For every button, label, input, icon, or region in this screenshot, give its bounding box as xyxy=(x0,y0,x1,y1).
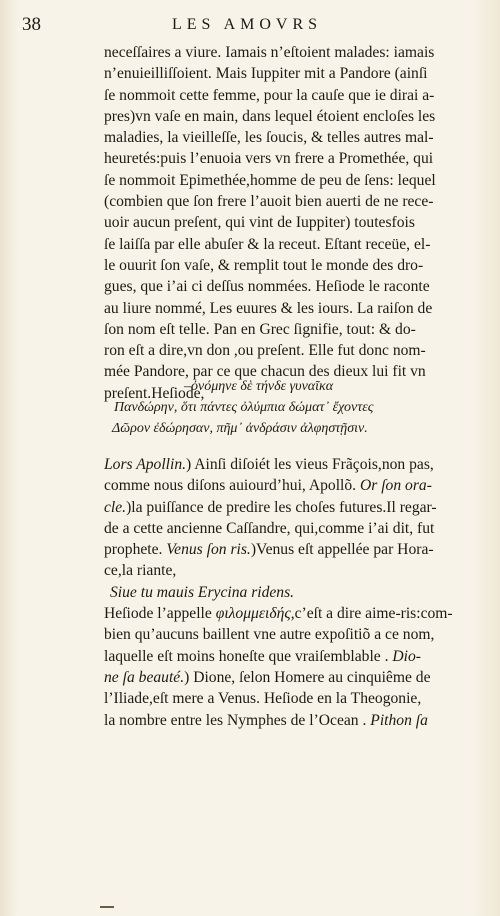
text-line: mée Pandore, par ce que chacun des dieux lui fit vn xyxy=(104,363,426,381)
text-line xyxy=(104,560,488,581)
latin-quote: Siue tu mauis Erycina ridens. xyxy=(110,583,295,601)
page-header xyxy=(22,14,470,38)
gloss: comme nous diſons auiourd’hui, Apollõ. xyxy=(104,477,360,495)
greek-word: φιλομμειδής xyxy=(215,605,291,623)
text-line xyxy=(104,603,488,624)
gloss: de a cette ancienne Caſſandre, qui,comme i’ai dit, fut xyxy=(104,519,435,537)
commentary-block xyxy=(104,454,488,731)
text-line: le ouurit ſon vaſe, & remplit tout le monde des dro- xyxy=(104,256,424,274)
text-line: au liure nommé, Les euures & les iours. La raiſon de xyxy=(104,299,433,317)
text-line: ron eſt a dire,vn don ,ou preſent. Elle fut donc nom- xyxy=(104,342,426,360)
gloss: )la puiſſance de predire les choſes futures.Il regar- xyxy=(126,498,437,516)
text-line xyxy=(104,518,488,539)
text-line xyxy=(104,667,488,688)
text-line: preſent.Heſiode, xyxy=(104,384,205,402)
greek-quotation xyxy=(104,376,488,439)
lemma: Venus ſon ris. xyxy=(166,541,251,559)
greek-line: Πανδώρην, ὅτι πάντες ὀλύμπια δώματ᾽ ἔχοντες xyxy=(114,400,374,415)
text-line xyxy=(104,454,488,475)
text-line: (combien que ſon frere l’auoit bien auerti de ne rece- xyxy=(104,193,434,211)
text-line xyxy=(104,497,488,518)
gloss: prophete. xyxy=(104,541,167,559)
text-line xyxy=(104,475,488,496)
text-line: ſe nommoit Epimethée,homme de peu de ſens: lequel xyxy=(104,171,436,189)
lemma: Or ſon ora- xyxy=(359,477,432,495)
text-line: maladies, la vieilleſſe, les ſoucis, & telles autres mal- xyxy=(104,129,434,147)
catchword: Pithon ſa xyxy=(370,711,428,729)
text-line: pres)vn vaſe en main, dans lequel étoient encloſes les xyxy=(104,107,436,125)
running-title: LES AMOVRS xyxy=(172,16,323,33)
text-line: ſe laiſſa par elle abuſer & la receut. Eſtant receüe, el- xyxy=(104,235,431,253)
text-line xyxy=(104,710,488,731)
main-text-block xyxy=(104,42,488,404)
text-line: n’enuieilliſſoient. Mais Iuppiter mit a Pandore (ainſi xyxy=(104,65,428,83)
text-line: ſon nom eſt telle. Pan en Grec ſignifie, tout: & do- xyxy=(104,320,416,338)
gloss: la nombre entre les Nymphes de l’Ocean . xyxy=(104,711,371,729)
gloss: laquelle eſt moins honeſte que vraiſemblable . xyxy=(104,647,393,665)
gloss: ce,la riante, xyxy=(104,562,177,580)
gloss: ,c’eſt a dire aime-ris:com- xyxy=(290,605,453,623)
text-line xyxy=(104,539,488,560)
gloss: l’Iliade,eſt mere a Venus. Heſiode en la Theogonie, xyxy=(104,690,422,708)
text-line xyxy=(104,688,488,709)
greek-line: –ὀνόμηνε δὲ τήνδε γυναῖκα xyxy=(184,379,334,394)
gloss: Heſiode l’appelle xyxy=(104,605,216,623)
gloss: ) Dione, ſelon Homere au cinquiême de xyxy=(184,668,431,686)
text-line: neceſſaires a viure. Iamais n’eſtoient malades: iamais xyxy=(104,44,435,61)
printer-ornament xyxy=(100,896,114,908)
lemma: Lors Apollin. xyxy=(104,456,187,473)
gloss: )Venus eſt appellée par Hora- xyxy=(250,541,434,559)
text-line: ſe nommoit cette femme, pour la cauſe que ie dirai a- xyxy=(104,86,435,104)
text-line: heuretés:puis l’enuoia vers vn frere a Promethée, qui xyxy=(104,150,434,168)
lemma: cle. xyxy=(104,498,127,516)
page-number: 38 xyxy=(22,14,41,35)
text-line xyxy=(104,624,488,645)
text-line: gues, que i’ai ci deſſus nommées. Heſiode le raconte xyxy=(104,278,430,296)
lemma: Dio- xyxy=(392,647,421,665)
text-line xyxy=(104,646,488,667)
lemma: ne ſa beauté. xyxy=(104,668,185,686)
text-line: uoir aucun preſent, qui vint de Iuppiter) toutesfois xyxy=(104,214,415,232)
gloss: bien qu’aucuns baillent vne autre expoſitiõ a ce nom, xyxy=(104,626,435,644)
gloss: ) Ainſi diſoiét les vieus Frãçois,non pas, xyxy=(186,456,434,473)
greek-line: Δῶρον ἐδώρησαν, πῆμ᾽ ἀνδράσιν ἀλφηστῇσιν. xyxy=(112,421,368,436)
